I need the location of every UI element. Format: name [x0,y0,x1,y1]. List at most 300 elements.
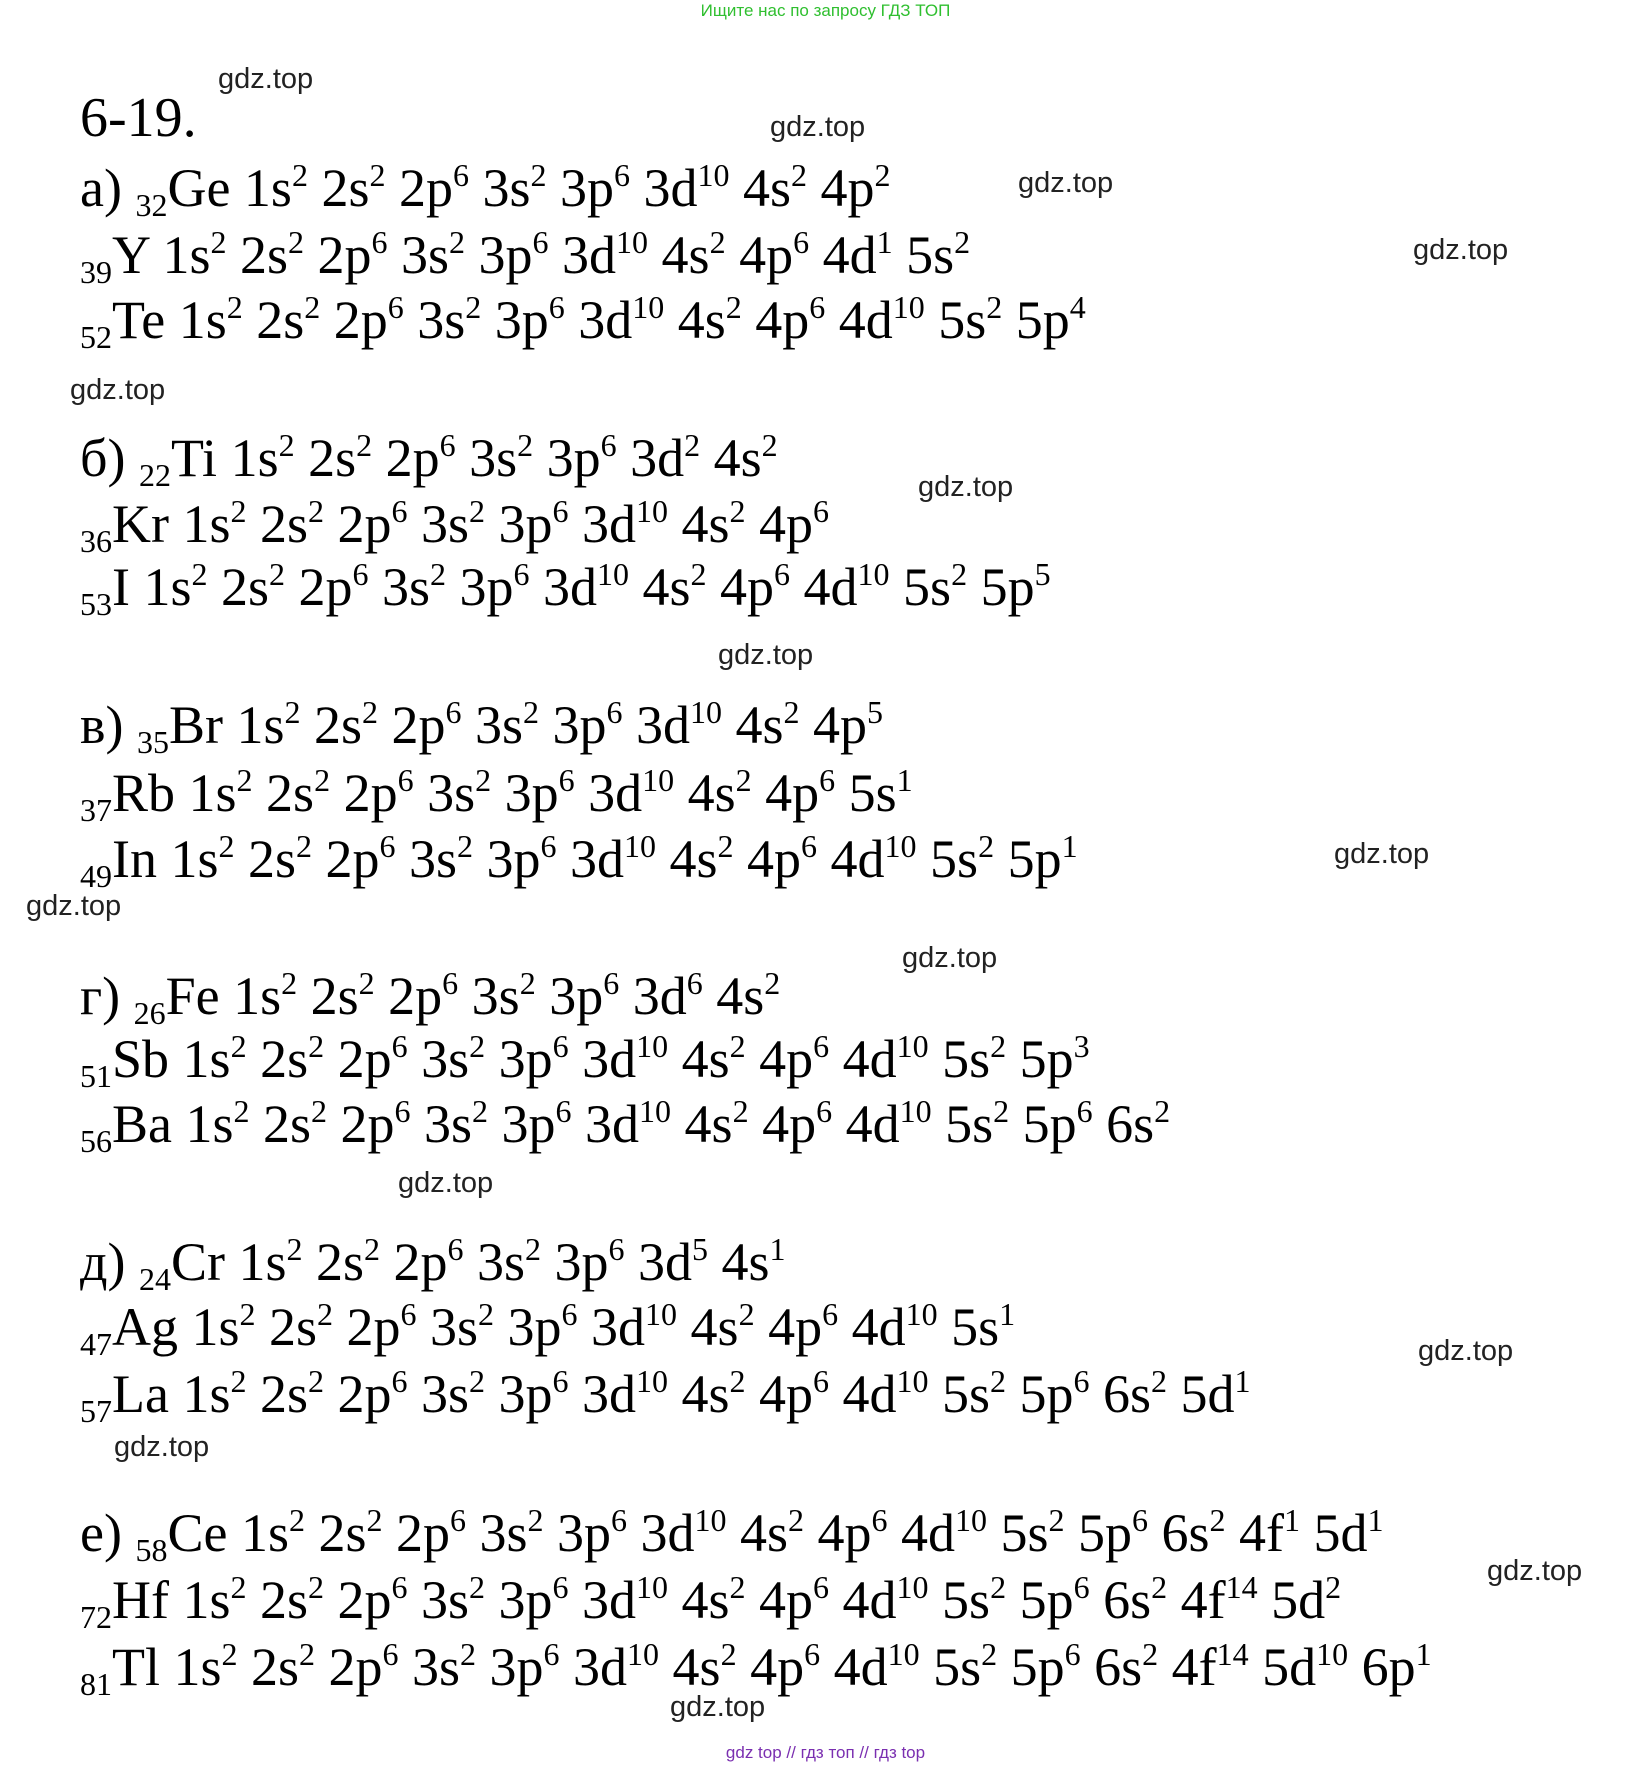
orbital: $4d^{10}$ [829,1363,929,1424]
electron-count: 6 [552,1363,569,1399]
orbital: $4p^6$ [754,1296,839,1357]
config-line [80,1093,1171,1159]
orbital: $3d^{10}$ [529,556,630,617]
element-symbol: Ge [167,158,231,218]
electron-count: 2 [314,762,331,798]
electron-count: 2 [364,1231,380,1267]
electron-count: 2 [308,1028,325,1064]
orbital: $3p^6$ [543,1502,627,1563]
orbital: $5p^1$ [994,828,1078,889]
orbital: $4d^{10}$ [817,828,917,889]
electron-count: 5 [867,694,884,730]
electron-count: 6 [600,427,617,463]
config-line [80,556,1051,622]
electron-count: 2 [990,1569,1007,1605]
watermark: gdz.top [718,639,814,671]
orbital: $4d^{10}$ [829,1028,929,1089]
electron-count: 6 [391,1363,408,1399]
electron-count: 2 [210,224,227,260]
config-line [80,965,781,1031]
orbital: $4s^2$ [668,1363,746,1424]
orbital: $3s^2$ [407,1363,485,1424]
config-line [80,1569,1342,1635]
orbital: $5s^2$ [919,1636,998,1697]
electron-count: 2 [790,157,807,193]
electron-count: 2 [517,427,534,463]
orbital: $3s^2$ [468,157,547,218]
config-line [80,289,1086,355]
orbital: $3s^2$ [403,289,482,350]
electron-count: 2 [291,157,308,193]
atomic-number: 32 [135,187,168,223]
item-label: г) [80,966,134,1026]
electron-count: 2 [226,289,243,325]
orbital: $4s^1$ [708,1231,786,1292]
atomic-number: 39 [80,254,112,290]
watermark: gdz.top [1418,1335,1514,1367]
orbital: $5d^{10}$ [1248,1636,1349,1697]
orbital: $3d^{10}$ [564,289,665,350]
element-symbol: Ce [167,1503,228,1563]
electron-count: 6 [611,1502,627,1538]
orbital: $2s^2$ [302,1231,380,1292]
orbital: $3s^2$ [413,762,492,823]
electron-count: 2 [449,224,466,260]
orbital: $1s^2$ [160,1636,238,1697]
config-line [80,828,1078,894]
electron-count: 10 [892,289,925,325]
electron-count: 2 [1154,1093,1171,1129]
electron-count: 2 [1325,1569,1342,1605]
electron-count: 6 [809,289,826,325]
electron-count: 1 [1415,1636,1432,1672]
orbital: $2s^2$ [255,1296,334,1357]
electron-count: 2 [690,556,707,592]
electron-count: 10 [694,1502,727,1538]
electron-count: 2 [218,828,235,864]
orbital: $1s^2$ [175,762,253,823]
electron-count: 2 [1048,1502,1065,1538]
electron-count: 10 [639,1093,672,1129]
electron-count: 10 [597,556,630,592]
orbital: $1s^2$ [168,1363,247,1424]
orbital: $6p^1$ [1348,1636,1432,1697]
electron-count: 6 [1073,1569,1090,1605]
atomic-number: 49 [80,858,112,894]
orbital: $4d^{10}$ [838,1296,938,1357]
electron-count: 1 [999,1296,1016,1332]
electron-count: 1 [1367,1502,1384,1538]
config-line [80,1028,1090,1094]
element-symbol: Ti [170,428,218,488]
orbital: $3p^6$ [481,289,565,350]
electron-count: 2 [993,1093,1010,1129]
orbital: $3p^6$ [541,1231,625,1292]
orbital: $4p^6$ [745,1569,830,1630]
electron-count: 2 [951,556,968,592]
orbital: $4p^6$ [745,493,830,554]
electron-count: 2 [307,1363,324,1399]
electron-count: 2 [288,224,305,260]
electron-count: 6 [793,224,810,260]
orbital: $3p^6$ [485,1363,569,1424]
electron-count: 2 [286,1231,303,1267]
orbital: $3p^6$ [491,762,575,823]
electron-count: 2 [469,1363,485,1399]
electron-count: 10 [642,762,675,798]
electron-count: 6 [801,828,818,864]
electron-count: 2 [304,289,321,325]
electron-count: 2 [288,1502,305,1538]
electron-count: 2 [230,1363,247,1399]
electron-count: 2 [527,1502,544,1538]
electron-count: 6 [391,493,408,529]
electron-count: 2 [1142,1636,1159,1672]
electron-count: 6 [555,1093,572,1129]
electron-count: 2 [430,556,447,592]
electron-count: 6 [552,1028,569,1064]
orbital: $2s^2$ [226,224,305,285]
orbital: $3d^{10}$ [556,828,657,889]
electron-count: 1 [1061,828,1078,864]
electron-count: 2 [460,1636,477,1672]
electron-count: 2 [475,762,492,798]
orbital: $2p^6$ [333,1296,417,1357]
orbital: $3d^2$ [616,427,701,488]
electron-count: 2 [299,1636,316,1672]
electron-count: 10 [955,1502,988,1538]
atomic-number: 26 [133,995,166,1031]
orbital: $3d^{10}$ [571,1093,672,1154]
orbital: $1s^2$ [156,828,235,889]
electron-count: 6 [561,1296,578,1332]
orbital: $3d^{10}$ [622,694,723,755]
config-line [80,1231,786,1297]
element-symbol: Hf [112,1570,169,1630]
electron-count: 2 [478,1296,495,1332]
element-symbol: I [112,557,130,617]
orbital: $2s^2$ [246,1363,324,1424]
electron-count: 1 [896,762,913,798]
orbital: $1s^2$ [165,289,243,350]
electron-count: 6 [1073,1363,1090,1399]
electron-count: 6 [603,965,620,1001]
orbital: $4d^{10}$ [829,1569,929,1630]
electron-count: 2 [284,694,301,730]
orbital: $5p^3$ [1006,1028,1090,1089]
orbital: $2s^2$ [307,157,386,218]
electron-count: 6 [552,493,569,529]
orbital: $3d^{10}$ [577,1296,678,1357]
electron-count: 2 [358,965,375,1001]
orbital: $2p^6$ [385,157,469,218]
electron-count: 10 [632,289,665,325]
electron-count: 2 [269,556,286,592]
orbital: $3p^6$ [533,427,617,488]
electron-count: 6 [382,1636,399,1672]
element-symbol: Ba [112,1094,172,1154]
element-symbol: Ag [112,1297,178,1357]
orbital: $2p^6$ [324,1028,408,1089]
orbital: $3d^{10}$ [568,1569,669,1630]
orbital: $4s^2$ [700,427,778,488]
electron-count: 10 [690,694,723,730]
orbital: $4p^6$ [745,1363,830,1424]
orbital: $4d^{10}$ [820,1636,920,1697]
orbital: $4s^2$ [674,762,752,823]
orbital: $3s^2$ [461,694,540,755]
orbital: $2s^2$ [300,694,379,755]
orbital: $3p^6$ [488,1093,572,1154]
orbital: $5d^2$ [1257,1569,1342,1630]
electron-count: 2 [233,1093,250,1129]
config-line [80,1363,1251,1429]
electron-count: 2 [990,1363,1007,1399]
electron-count: 6 [394,1093,411,1129]
orbital: $4p^5$ [799,694,884,755]
orbital: $5d^1$ [1167,1363,1251,1424]
orbital: $4s^2$ [722,694,800,755]
orbital: $2p^6$ [327,1093,411,1154]
electron-count: 2 [230,1569,247,1605]
orbital: $2s^2$ [252,762,331,823]
config-line [80,762,913,828]
orbital: $2p^6$ [320,289,404,350]
watermark: gdz.top [218,63,314,95]
electron-count: 6 [813,493,830,529]
watermark: gdz.top [1413,234,1509,266]
config-line [80,157,891,223]
electron-count: 6 [439,427,456,463]
config-line [80,1296,1016,1362]
electron-count: 10 [627,1636,660,1672]
item-label: б) [80,428,139,488]
config-line [80,694,884,760]
electron-count: 2 [764,965,781,1001]
electron-count: 2 [308,493,325,529]
electron-count: 10 [905,1296,938,1332]
electron-count: 2 [469,493,486,529]
element-symbol: Y [112,225,149,285]
electron-count: 10 [636,1569,669,1605]
electron-count: 1 [876,224,893,260]
atomic-number: 22 [138,457,171,493]
orbital: $4p^6$ [725,224,810,285]
search-banner: Ищите нас по запросу ГДЗ ТОП [700,1,951,20]
atomic-number: 35 [136,724,169,760]
orbital: $4d^{10}$ [825,289,925,350]
electron-count: 2 [783,694,800,730]
orbital: $3p^6$ [485,1028,569,1089]
electron-count: 2 [469,1028,486,1064]
orbital: $5d^1$ [1300,1502,1384,1563]
orbital: $2s^2$ [207,556,286,617]
orbital: $3d^{10}$ [568,1363,668,1424]
orbital: $4s^2$ [656,828,734,889]
orbital: $1s^2$ [178,1296,256,1357]
orbital: $4s^2$ [677,1296,755,1357]
electron-count: 6 [548,289,565,325]
orbital: $6s^2$ [1089,1569,1168,1630]
orbital: $2p^6$ [380,1231,464,1292]
watermark: gdz.top [70,374,166,406]
electron-count: 6 [352,556,369,592]
element-symbol: In [112,829,157,889]
orbital: $3d^{10}$ [568,1028,669,1089]
atomic-number: 53 [80,586,112,622]
electron-count: 6 [816,1093,833,1129]
orbital: $2s^2$ [234,828,313,889]
orbital: $5s^1$ [937,1296,1016,1357]
orbital: $5s^2$ [916,828,995,889]
orbital: $1s^2$ [230,157,308,218]
electron-count: 6 [813,1569,830,1605]
electron-count: 6 [513,556,530,592]
electron-count: 2 [732,1093,749,1129]
orbital: $5p^6$ [1064,1502,1149,1563]
orbital: $5s^2$ [892,224,971,285]
orbital: $2p^6$ [285,556,369,617]
orbital: $3s^2$ [416,1296,495,1357]
element-symbol: Rb [112,763,176,823]
watermark: gdz.top [670,1691,766,1723]
electron-count: 2 [720,1636,737,1672]
electron-count: 2 [230,493,247,529]
config-line [80,1502,1384,1568]
electron-count: 10 [636,493,669,529]
electron-count: 2 [738,1296,755,1332]
electron-count: 6 [445,694,462,730]
electron-count: 2 [735,762,752,798]
electron-count: 10 [1316,1636,1349,1672]
electron-count: 6 [391,1028,408,1064]
orbital: $4s^2$ [668,1569,746,1630]
orbital: $3s^2$ [455,427,534,488]
electron-count: 5 [1034,556,1051,592]
electron-count: 2 [709,224,726,260]
orbital: $3p^6$ [494,1296,578,1357]
atomic-number: 57 [80,1393,112,1429]
orbital: $2s^2$ [237,1636,316,1697]
electron-count: 1 [769,1231,786,1267]
electron-count: 2 [317,1296,334,1332]
electron-count: 10 [899,1093,932,1129]
orbital: $5p^6$ [1006,1569,1090,1630]
orbital: $3p^6$ [539,694,623,755]
electron-count: 2 [311,1093,328,1129]
orbital: $3d^{10}$ [574,762,675,823]
orbital: $2p^6$ [315,1636,399,1697]
orbital: $2p^6$ [330,762,414,823]
element-symbol: Sb [112,1029,170,1089]
electron-count: 10 [624,828,657,864]
orbital: $3p^6$ [485,1569,569,1630]
electron-count: 10 [887,1636,920,1672]
item-label: в) [80,695,137,755]
orbital: $5s^2$ [924,289,1003,350]
atomic-number: 47 [80,1326,112,1362]
electron-count: 10 [896,1363,929,1399]
electron-count: 2 [530,157,547,193]
element-symbol: Tl [112,1637,160,1697]
orbital: $4s^2$ [664,289,742,350]
electron-count: 6 [608,1231,625,1267]
electron-count: 14 [1216,1636,1249,1672]
orbital: $3s^2$ [387,224,466,285]
orbital: $2p^6$ [324,1569,408,1630]
orbital: $5s^1$ [835,762,913,823]
electron-count: 6 [543,1636,560,1672]
electron-count: 6 [606,694,623,730]
orbital: $3p^6$ [546,157,630,218]
orbital: $4f^{14}$ [1158,1636,1249,1697]
orbital: $3p^6$ [446,556,530,617]
electron-count: 2 [986,289,1003,325]
electron-count: 2 [278,427,295,463]
electron-count: 2 [236,762,253,798]
electron-count: 6 [447,1231,464,1267]
orbital: $4p^6$ [736,1636,821,1697]
electron-count: 10 [636,1028,669,1064]
item-label: а) [80,158,136,218]
electron-count: 5 [692,1231,709,1267]
electron-count: 14 [1225,1569,1258,1605]
electron-count: 6 [552,1569,569,1605]
orbital: $5s^2$ [928,1028,1007,1089]
electron-count: 10 [884,828,917,864]
orbital: $4p^6$ [745,1028,830,1089]
electron-count: 1 [1234,1363,1251,1399]
orbital: $4s^2$ [648,224,726,285]
orbital: $4s^2$ [726,1502,805,1563]
item-label: е) [80,1503,136,1563]
electron-count: 2 [729,1028,746,1064]
orbital: $4p^6$ [804,1502,888,1563]
orbital: $5p^4$ [1002,289,1086,350]
atomic-number: 24 [138,1261,171,1297]
electron-count: 2 [465,289,482,325]
watermark: gdz.top [770,111,866,143]
electron-count: 6 [813,1363,830,1399]
electron-count: 2 [366,1502,383,1538]
electron-count: 2 [239,1296,256,1332]
orbital: $2p^6$ [374,965,459,1026]
electron-count: 6 [449,1502,466,1538]
orbital: $3s^2$ [458,965,536,1026]
electron-count: 6 [400,1296,417,1332]
orbital: $3s^2$ [368,556,447,617]
orbital: $2s^2$ [249,1093,328,1154]
config-line [80,224,971,290]
footer-links: gdz top // гдз топ // гдз top [725,1743,926,1762]
orbital: $4f^{14}$ [1167,1569,1258,1630]
electron-count: 2 [981,1636,998,1672]
element-symbol: Te [112,290,166,350]
orbital: $5p^6$ [1006,1363,1090,1424]
orbital: $4d^1$ [809,224,893,285]
orbital: $5p^6$ [997,1636,1081,1697]
electron-count: 2 [308,1569,325,1605]
orbital: $2s^2$ [304,1502,383,1563]
electron-count: 10 [616,224,649,260]
orbital: $1s^2$ [222,694,301,755]
electron-count: 2 [362,694,379,730]
atomic-number: 58 [135,1532,168,1568]
atomic-number: 72 [80,1599,112,1635]
element-symbol: Cr [170,1232,225,1292]
electron-count: 2 [788,1502,805,1538]
watermark: gdz.top [902,942,998,974]
